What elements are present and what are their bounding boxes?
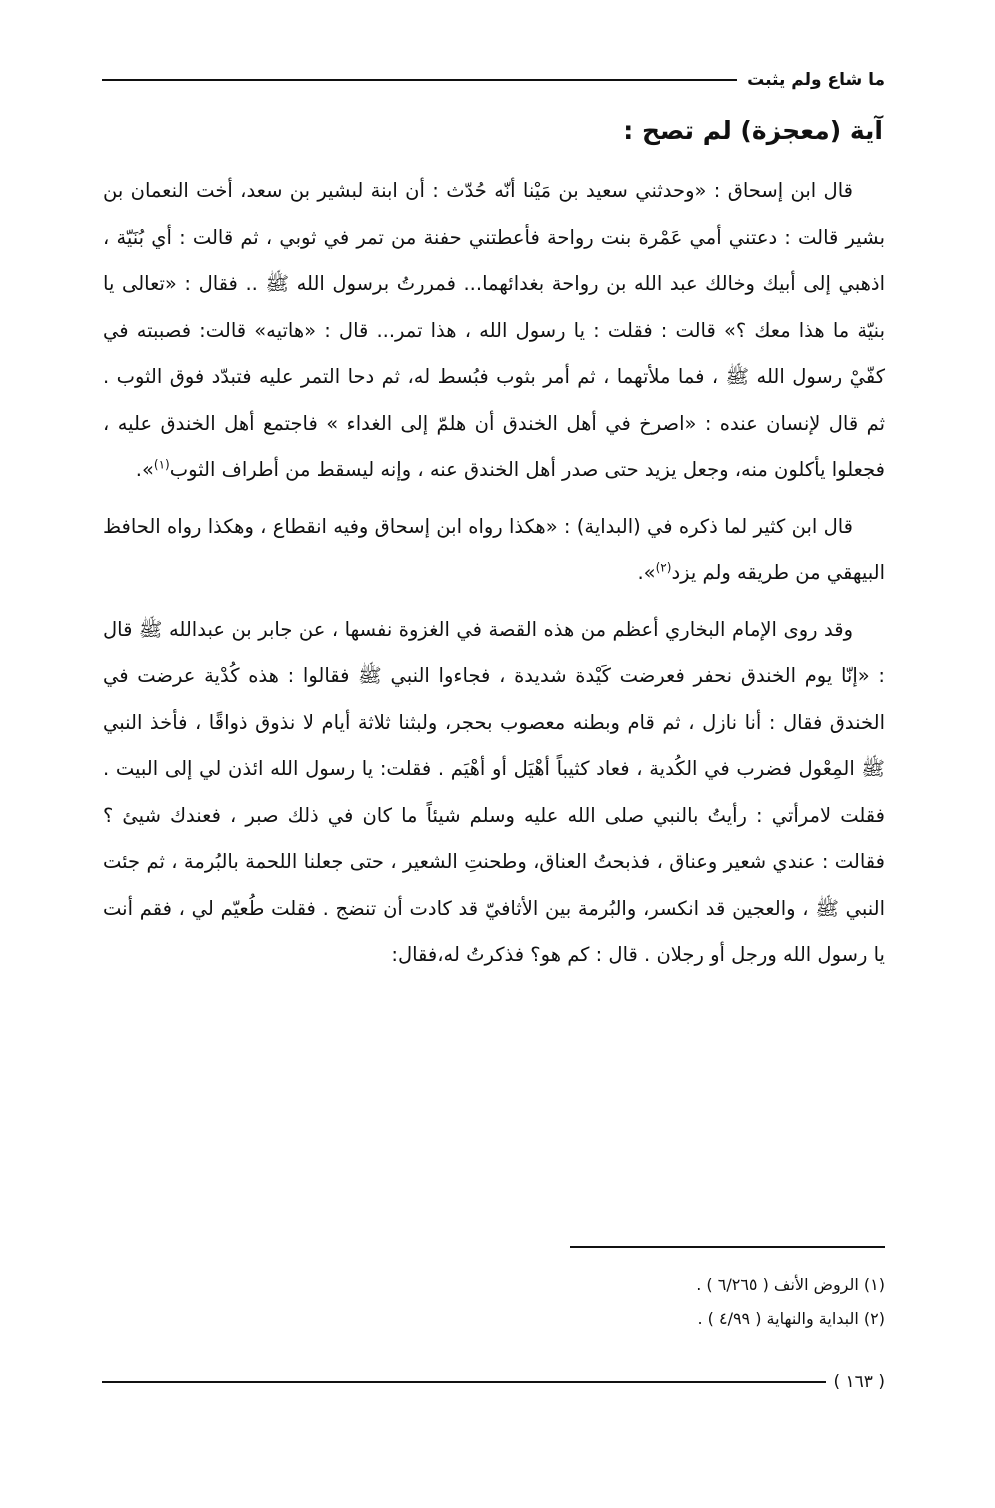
paragraph bbox=[103, 168, 885, 494]
footnote-ref[interactable]: (١) bbox=[153, 457, 170, 472]
footnotes bbox=[103, 1268, 885, 1336]
footnote-item: (٢) البداية والنهاية ( ٤/٩٩ ) . bbox=[697, 1309, 885, 1328]
footnote-rule bbox=[570, 1246, 885, 1248]
footnote-ref[interactable]: (٢) bbox=[655, 560, 672, 575]
running-header bbox=[102, 68, 885, 92]
header-rule bbox=[102, 79, 737, 81]
footer-rule bbox=[102, 1381, 826, 1383]
page-number: ( ١٦٣ ) bbox=[833, 1372, 885, 1392]
paragraph-text: قال ابن كثير لما ذكره في (البداية) : «هكذا رواه ابن إسحاق وفيه انقطاع ، وهكذا رواه الحافظ البيهقي من طريقه ولم يزد bbox=[103, 514, 885, 584]
paragraph bbox=[103, 504, 885, 597]
section-heading: آية (معجزة) لم تصح : bbox=[623, 116, 883, 145]
paragraph-tail: ». bbox=[637, 561, 656, 584]
page-footer bbox=[102, 1370, 885, 1394]
footnote-item: (١) الروض الأنف ( ٦/٢٦٥ ) . bbox=[696, 1275, 885, 1294]
body-text bbox=[103, 168, 885, 989]
running-title: ما شاع ولم يثبت bbox=[747, 70, 885, 90]
paragraph bbox=[103, 607, 885, 979]
paragraph-tail: ». bbox=[135, 458, 154, 481]
paragraph-text: قال ابن إسحاق : «وحدثني سعيد بن مَيْنا أنّه حُدّث : أن ابنة لبشير بن سعد، أخت النعمان بن بشير قالت : دعتني أمي عَمْرة بنت رواحة فأعطتني حفنة من تمر في ثوبي ، ثم قالت : أي بُنَيّة ، اذهبي إلى أبيك وخالك عبد الله بن رواحة بغدائهما... فمررتُ برسول الله ﷺ .. فقال : «تعالى يا بنيّة ما هذا معك ؟» قالت : فقلت : يا رسول الله ، هذا تمر... قال : «هاتيه» قالت: فصببته في كفّيْ رسول الله ﷺ ، فما ملأتهما ، ثم أمر بثوب فبُسط له، ثم دحا التمر عليه فتبدّد فوق الثوب . ثم قال لإنسان عنده : «اصرخ في أهل الخندق أن هلمّ إلى الغداء » فاجتمع أهل الخندق عليه ، فجعلوا يأكلون منه، وجعل يزيد حتى صدر أهل الخندق عنه ، وإنه ليسقط من أطراف الثوب bbox=[103, 179, 885, 481]
paragraph-text: وقد روى الإمام البخاري أعظم من هذه القصة في الغزوة نفسها ، عن جابر بن عبدالله ﷺ قال : «إنّا يوم الخندق نحفر فعرضت كَيْدة شديدة ، فجاءوا النبي ﷺ فقالوا : هذه كُدْية عرضت في الخندق فقال : أنا نازل ، ثم قام وبطنه معصوب بحجر، ولبثنا ثلاثة أيام لا نذوق ذواقًا ، فأخذ النبي ﷺ المِعْول فضرب في الكُدية ، فعاد كثيباً أهْيَل أو أهْيَم . فقلت: يا رسول الله ائذن لي إلى البيت . فقلت لامرأتي : رأيتُ بالنبي صلى الله عليه وسلم شيئاً ما كان في ذلك صبر ، فعندك شيئ ؟ فقالت : عندي شعير وعناق ، فذبحتُ العناق، وطحنتِ الشعير ، حتى جعلنا اللحمة بالبُرمة ، ثم جئت النبي ﷺ ، والعجين قد انكسر، والبُرمة بين الأثافيّ قد كادت أن تنضج . فقلت طُعيّم لي ، فقم أنت يا رسول الله ورجل أو رجلان . قال : كم هو؟ فذكرتُ له،فقال: bbox=[103, 617, 885, 966]
